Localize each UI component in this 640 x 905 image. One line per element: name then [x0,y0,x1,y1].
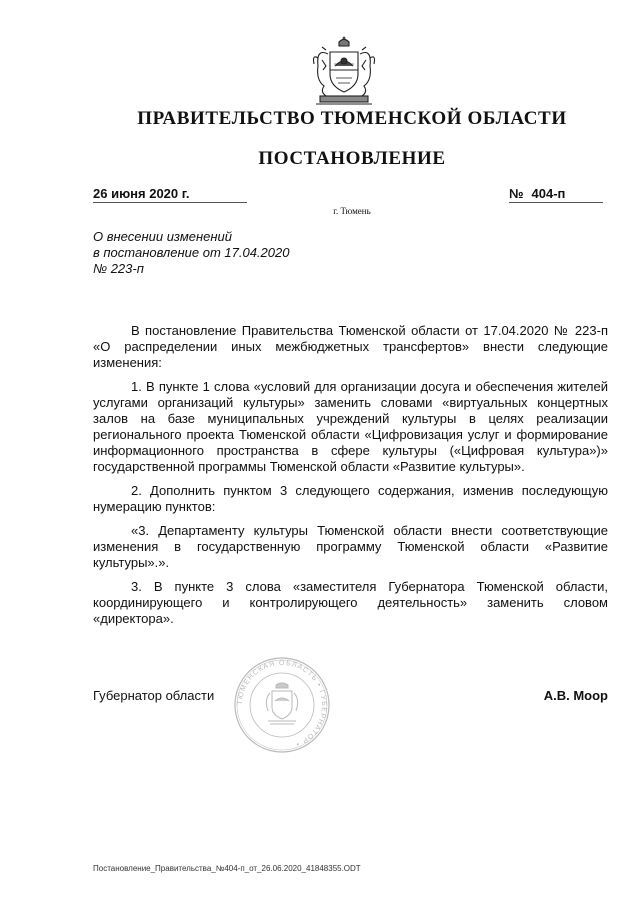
item-2-quote-paragraph: «3. Департаменту культуры Тюменской области внести соответствующие изменения в государственную программу Тюменской области «Развитие культуры».». [93,523,608,570]
signatory-position: Губернатор области [93,688,215,703]
signatory-name: А.В. Моор [543,688,608,703]
item-1-paragraph: 1. В пункте 1 слова «условий для организации досуга и обеспечения жителей услугами организаций культуры» заменить словами «виртуальных концертных залов на базе муниципальных учреждений культуры в целях реализации регионального проекта Тюменской области «Цифровизация услуг и формирование информационного пространства в сфере культуры («Цифровая культура»)» государственной программы Тюменской области «Развитие культуры». [93,379,608,474]
item-2-paragraph: 2. Дополнить пунктом 3 следующего содержания, изменив последующую нумерацию пунктов: [93,483,608,514]
city: г. Тюмень [333,206,371,216]
document-type: ПОСТАНОВЛЕНИЕ [258,148,446,169]
document-date: 26 июня 2020 г. [93,186,247,203]
subject-line: в постановление от 17.04.2020 [93,245,290,260]
seal-ring-text: ТЮМЕНСКАЯ ОБЛАСТЬ • ГУБЕРНАТОР • [236,659,328,748]
document-body [93,323,608,635]
coat-of-arms-icon [306,36,382,112]
government-title: ПРАВИТЕЛЬСТВО ТЮМЕНСКОЙ ОБЛАСТИ [137,108,567,129]
intro-paragraph: В постановление Правительства Тюменской области от 17.04.2020 № 223-п «О распределении иных межбюджетных трансфертов» внести следующие изменения: [93,323,608,370]
document-number [509,186,603,203]
subject-line: № 223-п [93,261,144,276]
document-subject [93,229,353,277]
item-3-paragraph: 3. В пункте 3 слова «заместителя Губернатора Тюменской области, координирующего и контролирующего деятельность» заменить словом «директора». [93,579,608,626]
footer-filename: Постановление_Правительства_№404-п_от_26.06.2020_41848355.ODT [93,864,361,873]
number-value: 404-п [531,186,566,201]
subject-line: О внесении изменений [93,229,232,244]
number-sign: № [509,186,524,201]
signature-row [93,688,608,708]
